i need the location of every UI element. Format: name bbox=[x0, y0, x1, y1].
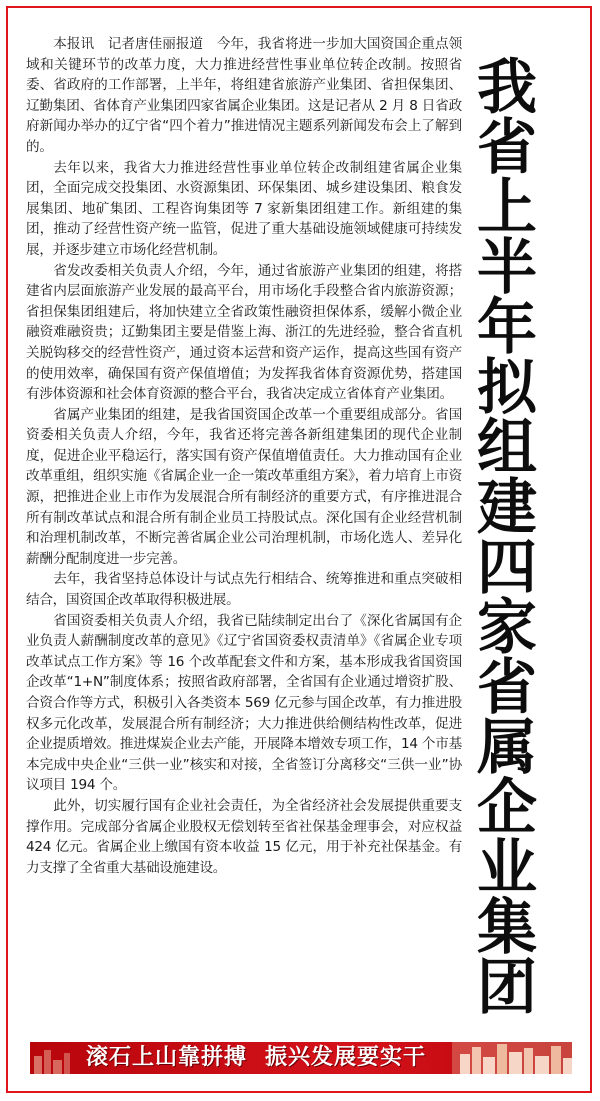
paragraph-6: 省国资委相关负责人介绍，我省已陆续制定出台了《深化省属国有企业负责人薪酬制度改革的意见》《辽宁省国资委权责清单》《省属企业专项改革试点工作方案》等 16 个改革配套文件和方案，基本形成我省国资国企改革“1+N”制度体系；按照省政府部署，全省国有企业通过增资扩股、合资合作等方式，积极引入各类资本 569 亿元参与国企改革，有力推进股权多元化改革，发展混合所有制经济；大力推进供给侧结构性改革，促进企业提质增效。推进煤炭企业去产能，开展降本增效专项工作，14 个市基本完成中央企业“三供一业”核实和对接，全省签订分离移交“三供一业”协议项目 194 个。 bbox=[26, 612, 462, 794]
headline-char: 建 bbox=[477, 473, 537, 543]
headline-char: 团 bbox=[477, 953, 537, 1023]
paragraph-3: 省发改委相关负责人介绍，今年，通过省旅游产业集团的组建，将搭建省内层面旅游产业发展的最高平台，用市场化手段整合省内旅游资源；省担保集团组建后，将加快建立全省政策性融资担保体系，缓解小微企业融资难融资贵；辽勤集团主要是借鉴上海、浙江的先进经验，整合省直机关脱钩移交的经营性资产，通过资本运营和资产运作，提高这些国有资产的使用效率，确保国有资产保值增值；为发挥我省体育资源优势，搭建国有涉体资源和社会体育资源的整合平台，我省决定成立省体育产业集团。 bbox=[26, 262, 462, 403]
paragraph-4: 省属产业集团的组建，是我省国资国企改革一个重要组成部分。省国资委相关负责人介绍，今年，我省还将完善各新组建集团的现代企业制度，促进企业平稳运行，落实国有资产保值增值责任。大力推动国有企业改革重组，组织实施《省属企业一企一策改革重组方案》，着力培育上市资源，把推进企业上市作为发展混合所有制经济的重要方式，有序推进混合所有制改革试点和混合所有制企业员工持股试点。深化国有企业经营机制和治理机制改革，不断完善省属企业公司治理机制，市场化选人、差异化薪酬分配制度进一步完善。 bbox=[26, 406, 462, 567]
headline-char: 业 bbox=[477, 833, 537, 903]
headline-vertical bbox=[470, 53, 544, 1023]
headline-char: 家 bbox=[477, 593, 537, 663]
headline-char: 省 bbox=[477, 113, 537, 183]
headline-char: 组 bbox=[477, 413, 537, 483]
paragraph-7: 此外，切实履行国有企业社会责任，为全省经济社会发展提供重要支撑作用。完成部分省属企业股权无偿划转至省社保基金理事会，对应权益 424 亿元。省属企业上缴国有资本收益 15 亿元，用于补充社保基金。有力支撑了全省重大基础设施建设。 bbox=[26, 797, 462, 876]
skyline-left-graphic bbox=[30, 1042, 90, 1074]
slogan-banner bbox=[30, 1042, 572, 1074]
headline-char: 上 bbox=[477, 173, 537, 243]
headline-char: 省 bbox=[477, 653, 537, 723]
headline-char: 我 bbox=[477, 53, 537, 123]
paragraph-1: 本报讯 记者唐佳丽报道 今年，我省将进一步加大国资国企重点领域和关键环节的改革力度，大力推进经营性事业单位转企改制。按照省委、省政府的工作部署，上半年，将组建省旅游产业集团、省担保集团、辽勤集团、省体育产业集团四家省属企业集团。这是记者从 2 月 8 日省政府新闻办举办的辽宁省“四个着力”推进情况主题系列新闻发布会上了解到的。 bbox=[26, 36, 462, 155]
headline-char: 集 bbox=[477, 893, 537, 963]
paragraph-5: 去年，我省坚持总体设计与试点先行相结合、统筹推进和重点突破相结合，国资国企改革取得积极进展。 bbox=[26, 571, 462, 609]
banner-slogan-right: 振兴发展要实干 bbox=[265, 1045, 427, 1070]
headline-char: 属 bbox=[477, 713, 537, 783]
paragraph-2: 去年以来，我省大力推进经营性事业单位转企改制组建省属企业集团，全面完成交投集团、水资源集团、环保集团、城乡建设集团、粮食发展集团、地矿集团、工程咨询集团等 7 家新集团组建工作。新组建的集团，推动了经营性资产统一监管，促进了重大基础设施领域健康可持续发展，并逐步建立市场化经营机制。 bbox=[26, 159, 462, 258]
banner-slogan-left: 滚石上山靠拼搏 bbox=[86, 1045, 248, 1070]
skyline-right-graphic bbox=[452, 1042, 572, 1074]
headline-char: 半 bbox=[477, 233, 537, 303]
headline-char: 年 bbox=[477, 293, 537, 363]
banner-slogan bbox=[86, 1042, 426, 1074]
headline-char: 企 bbox=[477, 773, 537, 843]
article-body bbox=[26, 34, 462, 1042]
headline-char: 四 bbox=[477, 533, 537, 603]
headline-char: 拟 bbox=[477, 353, 537, 423]
